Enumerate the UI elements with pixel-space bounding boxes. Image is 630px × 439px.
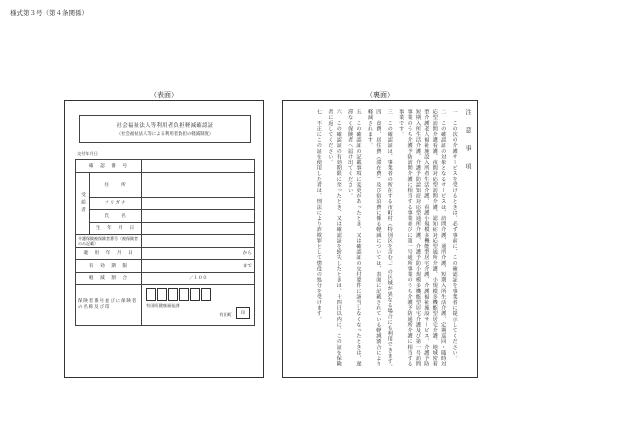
applicable-from: から [142,247,255,260]
certificate-title: 社会福祉法人等利用者負担軽減確認証 [116,123,214,129]
table-row [76,160,255,173]
address-value [142,172,255,197]
back-side-label: （裏面） [366,91,394,99]
insurer-seal: 印 [236,307,250,319]
note-item: 一 この次の介護サービスを受けるときは、必ず事前に、この確認証を事業者に提示してください。 [451,109,458,361]
recipient-group-label: 受給者 [76,172,90,235]
birth-date-value [142,222,255,235]
birth-date-label: 生 年 月 日 [90,222,142,235]
notes-text [312,109,472,371]
confirmation-number-label: 確 認 番 号 [76,160,142,173]
insurer-town: 有田町 [219,312,232,317]
note-item: 五 この確認証の記載事項に変更があったとき、又は確認証の交付要件に該当しなくなったときは、遅滞なく保険者へ届け出てください。 [347,109,362,367]
table-row [76,222,255,235]
table-row [76,210,255,223]
insurer-label: 保険者番号並びに保険者の名称及び印 [76,285,142,326]
table-row [76,260,255,273]
issued-date-label: 交付年月日 [77,151,98,156]
name-value [142,210,255,223]
care-insured-number-label: 介護保険被保険者番号（被保険者のみ記載） [76,235,142,248]
care-insured-number-value [142,235,255,248]
table-row [76,285,255,326]
insurer-number-boxes [146,288,212,301]
note-item: 六 この確認証の有効期限に至ったとき、又は確認証を紛失したときは、十四日以内に、この証を保険者に返してください。 [327,109,342,367]
note-item: 三 この確認証は、事業者の所在する市町村（特別区を含む。）の区域が異なる場合にも利用できます。 [386,109,393,370]
table-row [76,172,255,197]
reduction-rate-label: 軽 減 割 合 [76,272,142,285]
confirmation-number-value [142,160,255,173]
table-row [76,235,255,248]
certificate-title-box [79,115,251,143]
form-id: 様式第３号（第４条関係） [10,9,88,17]
note-item: 四 食費、居住費（滞在費）及び宿泊費に係る軽減については、表面に記載されている軽減割合により軽減されます。 [366,109,382,367]
applicable-date-label: 適 用 年 月 日 [76,247,142,260]
address-label: 住 所 [90,172,142,197]
validity-label: 有 効 期 限 [76,260,142,273]
notes-title: 注 意 事 項 [464,109,471,172]
furigana-label: フリガナ [90,197,142,210]
furigana-value [142,197,255,210]
note-item: 七 不正にこの証を使用した者は、刑法により詐欺罪として懲役の処分を受けます。 [315,109,322,322]
table-row [76,197,255,210]
validity-until: まで [142,260,255,273]
front-panel [64,100,264,378]
back-panel [282,100,478,378]
table-row [76,247,255,260]
name-label: 氏 名 [90,210,142,223]
certificate-table [75,159,255,326]
note-item: 二 この確認証の対象となるサービスは、訪問介護、通所介護、短期入所生活介護、定期巡回・随時対応型訪問介護看護、夜間対応型訪問介護、認知症対応型通所介護、小規模多機能型居宅介護、地域密着型介護老人福祉施設入所者生活介護、看護小規模多機能型居宅介護、介護福祉施設サービス、介護予防短期入所生活介護、介護予防認知症対応型通所介護、介護予防小規模多機能型居宅介護及び第一号訪問事業のうち介護予防訪問介護に相当する事業並びに第一号通所事業のうち介護予防通所介護に相当する事業です。 [398,109,447,367]
insurer-cell [142,285,255,326]
reduction-rate-value: ／１００ [142,272,255,285]
front-side-label: （表面） [150,91,178,99]
certificate-subtitle: （社会福祉法人等による利用者負担の軽減制度） [116,132,214,137]
table-row [76,272,255,285]
insurer-name: 有田町健康福祉課 [146,303,180,308]
